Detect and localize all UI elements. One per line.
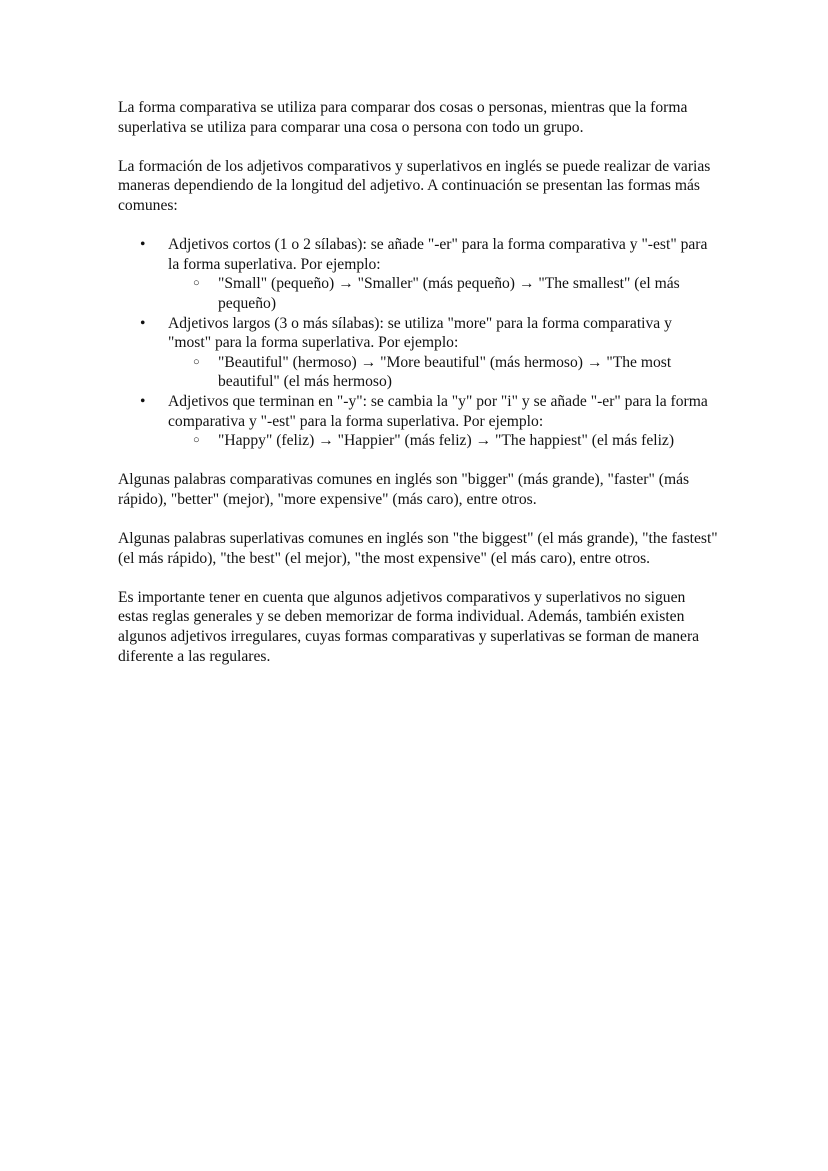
list-item (118, 235, 718, 313)
circle-bullet-icon: ○ (193, 355, 200, 368)
example-list (168, 353, 718, 392)
example-text: "Small" (pequeño) → "Smaller" (más pequeño) → "The smallest" (el más pequeño) (218, 275, 680, 312)
rule-text: Adjetivos largos (3 o más sílabas): se utiliza "more" para la forma comparativa y "most" para la forma superlativa. Por ejemplo: (168, 314, 672, 352)
example-list (168, 274, 718, 313)
paragraph-intro: La forma comparativa se utiliza para comparar dos cosas o personas, mientras que la forma superlativa se utiliza para comparar una cosa o persona con todo un grupo. (118, 99, 688, 136)
bullet-icon: • (140, 392, 146, 410)
example-item (168, 353, 718, 392)
example-item (168, 274, 718, 313)
list-item (118, 314, 718, 392)
adjective-rules-list (118, 235, 718, 451)
paragraph-formation: La formación de los adjetivos comparativos y superlativos en inglés se puede realizar de varias maneras dependiendo de la longitud del adjetivo. A continuación se presentan las formas más comunes: (118, 157, 711, 214)
rule-text: Adjetivos cortos (1 o 2 sílabas): se añade "-er" para la forma comparativa y "-est" para la forma superlativa. Por ejemplo: (168, 236, 708, 273)
example-item (168, 431, 718, 451)
rule-text: Adjetivos que terminan en "-y": se cambia la "y" por "i" y se añade "-er" para la forma comparativa y "-est" para la forma superlativa. Por ejemplo: (168, 392, 708, 430)
bullet-icon: • (140, 236, 146, 254)
list-item (118, 392, 718, 451)
example-text: "Beautiful" (hermoso) → "More beautiful" (más hermoso) → "The most beautiful" (el más hermoso) (218, 353, 672, 391)
circle-bullet-icon: ○ (193, 434, 200, 447)
document-page (118, 98, 718, 686)
circle-bullet-icon: ○ (193, 277, 200, 290)
example-text: "Happy" (feliz) → "Happier" (más feliz) → "The happiest" (el más feliz) (218, 432, 675, 450)
paragraph-comparative-examples: Algunas palabras comparativas comunes en inglés son "bigger" (más grande), "faster" (más rápido), "better" (mejor), "more expensive" (más caro), entre otros. (118, 471, 690, 508)
bullet-icon: • (140, 314, 146, 332)
example-list (168, 431, 718, 451)
paragraph-superlative-examples: Algunas palabras superlativas comunes en inglés son "the biggest" (el más grande), "the fastest" (el más rápido), "the best" (el mejor), "the most expensive" (el más caro), entre otros. (118, 530, 718, 567)
paragraph-irregulars-note: Es importante tener en cuenta que algunos adjetivos comparativos y superlativos no siguen estas reglas generales y se deben memorizar de forma individual. Además, también existen algunos adjetivos irregulares, cuyas formas comparativas y superlativas se forman de manera diferente a las regulares. (118, 588, 700, 665)
